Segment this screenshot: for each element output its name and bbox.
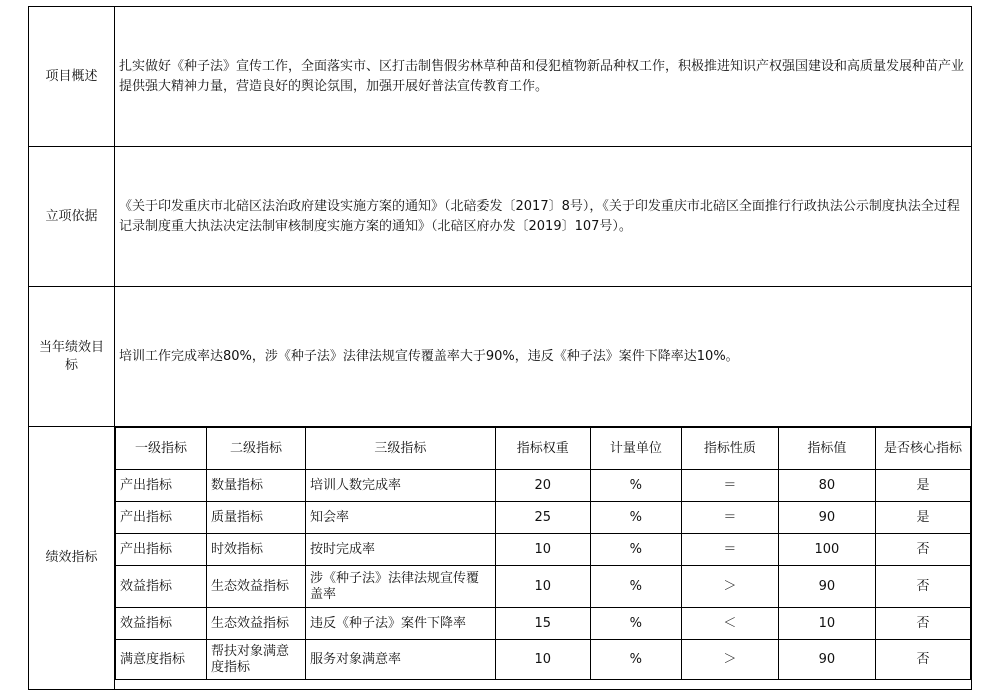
- table-row: [116, 608, 971, 640]
- table-cell: 违反《种子法》案件下降率: [305, 608, 495, 640]
- table-cell: 否: [875, 608, 970, 640]
- table-cell: 生态效益指标: [207, 608, 306, 640]
- table-cell: 100: [778, 534, 875, 566]
- basis-text: 《关于印发重庆市北碚区法治政府建设实施方案的通知》（北碚委发〔2017〕8号），《关于印发重庆市北碚区全面推行行政执法公示制度执法全过程记录制度重大执法决定法制审核制度实施方案的通知》（北碚区府办发〔2019〕107号）。: [119, 198, 960, 234]
- table-cell: 效益指标: [116, 608, 207, 640]
- table-cell: 10: [778, 608, 875, 640]
- table-cell: %: [590, 566, 681, 608]
- table-cell: 否: [875, 534, 970, 566]
- header-cell: 指标性质: [681, 428, 778, 470]
- table-cell: 产出指标: [116, 470, 207, 502]
- indicators-label: 绩效指标: [29, 427, 115, 689]
- table-cell: ＝: [681, 534, 778, 566]
- table-row: [116, 502, 971, 534]
- table-cell: %: [590, 640, 681, 680]
- header-cell: 指标值: [778, 428, 875, 470]
- table-header-row: [116, 428, 971, 470]
- header-cell: 指标权重: [495, 428, 590, 470]
- overview-text: 扎实做好《种子法》宣传工作，全面落实市、区打击制售假劣林草种苗和侵犯植物新品种权工作，积极推进知识产权强国建设和高质量发展种苗产业提供强大精神力量，营造良好的舆论氛围，加强开展好普法宣传教育工作。: [119, 58, 965, 94]
- header-cell: 二级指标: [207, 428, 306, 470]
- basis-label: 立项依据: [29, 147, 115, 286]
- table-cell: 10: [495, 640, 590, 680]
- table-cell: ＞: [681, 566, 778, 608]
- header-cell: 一级指标: [116, 428, 207, 470]
- table-cell: 按时完成率: [305, 534, 495, 566]
- overview-label: 项目概述: [29, 7, 115, 146]
- table-cell: ＝: [681, 502, 778, 534]
- table-cell: 否: [875, 640, 970, 680]
- indicators-table: [115, 427, 971, 680]
- table-cell: 10: [495, 566, 590, 608]
- table-cell: 90: [778, 640, 875, 680]
- table-cell: 是: [875, 470, 970, 502]
- annual-goal-label: 当年绩效目标: [29, 287, 115, 426]
- table-cell: 是: [875, 502, 970, 534]
- table-cell: 培训人数完成率: [305, 470, 495, 502]
- annual-goal-row: [29, 287, 971, 427]
- table-cell: 时效指标: [207, 534, 306, 566]
- table-cell: 25: [495, 502, 590, 534]
- table-cell: %: [590, 470, 681, 502]
- table-cell: 否: [875, 566, 970, 608]
- table-cell: 产出指标: [116, 534, 207, 566]
- table-row: [116, 640, 971, 680]
- table-cell: %: [590, 502, 681, 534]
- table-cell: 质量指标: [207, 502, 306, 534]
- table-cell: 生态效益指标: [207, 566, 306, 608]
- header-cell: 是否核心指标: [875, 428, 970, 470]
- table-row: [116, 534, 971, 566]
- table-cell: 90: [778, 566, 875, 608]
- table-cell: %: [590, 608, 681, 640]
- table-cell: 90: [778, 502, 875, 534]
- table-row: [116, 566, 971, 608]
- table-cell: 产出指标: [116, 502, 207, 534]
- basis-row: [29, 147, 971, 287]
- table-cell: 15: [495, 608, 590, 640]
- table-cell: ＞: [681, 640, 778, 680]
- project-form: [28, 6, 972, 690]
- table-cell: 帮扶对象满意度指标: [207, 640, 306, 680]
- table-row: [116, 470, 971, 502]
- table-cell: 涉《种子法》法律法规宣传覆盖率: [305, 566, 495, 608]
- header-cell: 计量单位: [590, 428, 681, 470]
- table-cell: 10: [495, 534, 590, 566]
- header-cell: 三级指标: [305, 428, 495, 470]
- indicators-row: [29, 427, 971, 689]
- table-cell: 满意度指标: [116, 640, 207, 680]
- table-cell: 服务对象满意率: [305, 640, 495, 680]
- table-cell: ＝: [681, 470, 778, 502]
- table-cell: 数量指标: [207, 470, 306, 502]
- table-cell: 80: [778, 470, 875, 502]
- table-cell: 20: [495, 470, 590, 502]
- table-cell: ＜: [681, 608, 778, 640]
- table-cell: 效益指标: [116, 566, 207, 608]
- table-cell: %: [590, 534, 681, 566]
- annual-goal-text: 培训工作完成率达80%，涉《种子法》法律法规宣传覆盖率大于90%，违反《种子法》案件下降率达10%。: [119, 348, 739, 364]
- overview-row: [29, 7, 971, 147]
- table-cell: 知会率: [305, 502, 495, 534]
